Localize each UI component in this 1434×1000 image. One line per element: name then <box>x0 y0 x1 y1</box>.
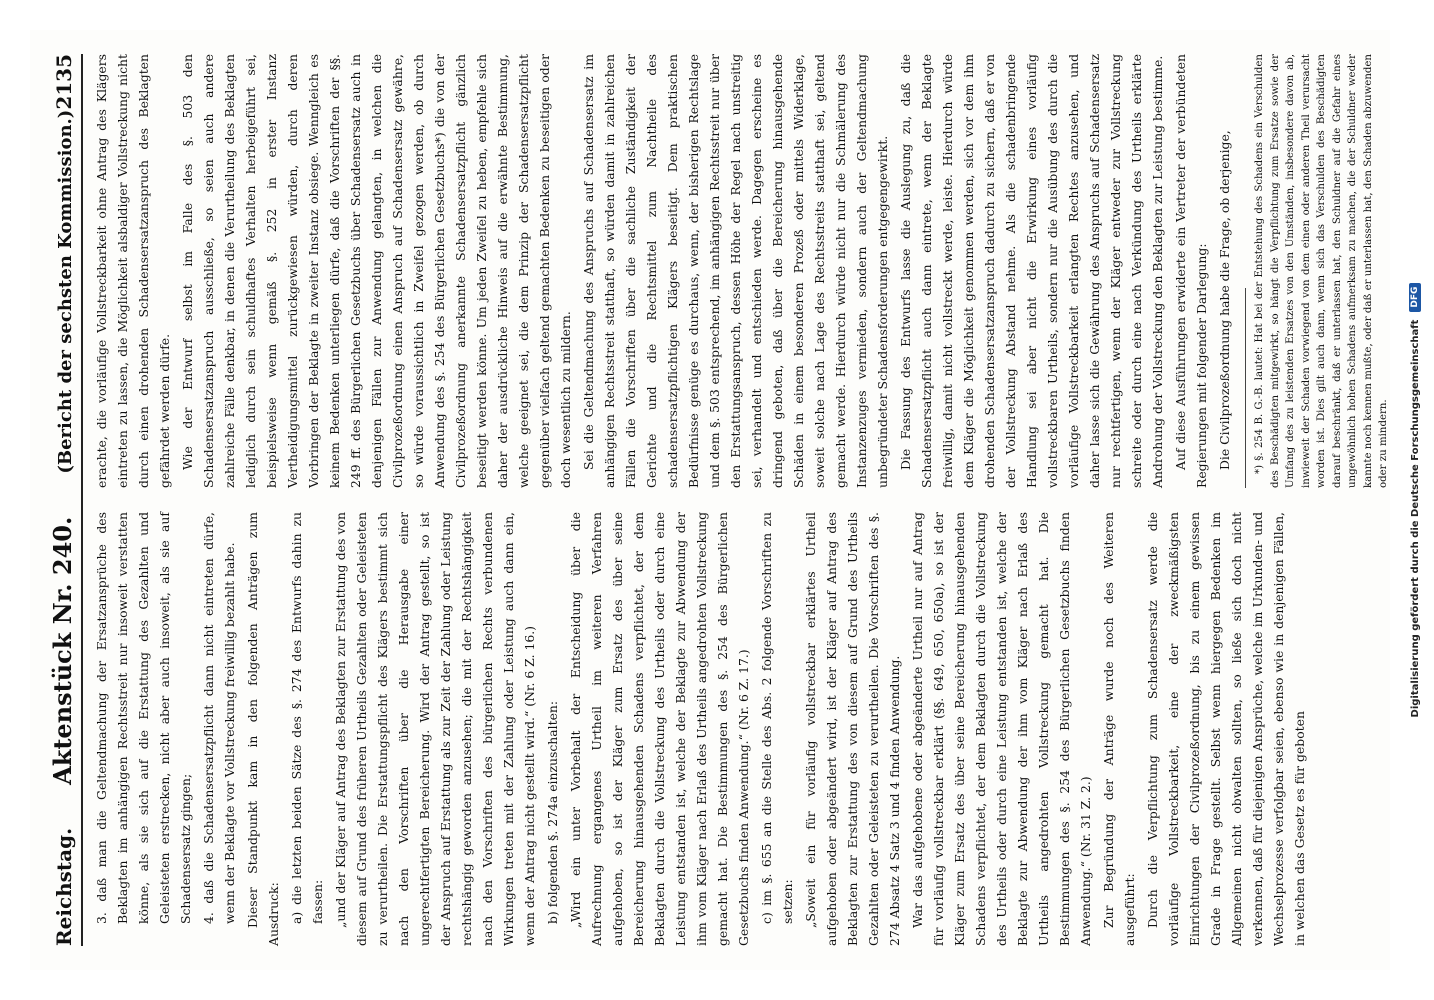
paragraph: Auf diese Ausführungen erwiderte ein Vertreter der verbündeten Regierungen mit folgender Darlegung: <box>1173 54 1209 488</box>
paragraph: „und der Kläger auf Antrag des Beklagten zur Erstattung des von diesem auf Grund des früheren Urtheils Gezahlten oder Geleisteten zu verurtheilen. Die Erstattungspflicht des Klägers bestimmt sich nach den Vorschriften über die Herausgabe einer ungerechtfertigten Bereicherung. Wird der Antrag gestellt, so ist der Anspruch auf Erstattung als zur Zeit der Zahlung oder Leistung rechtshängig geworden anzusehen; die mit der Rechtshängigkeit nach den Vorschriften des bürgerlichen Rechts verbundenen Wirkungen treten mit der Zahlung oder Leistung auch dann ein, wenn der Antrag nicht gestellt wird.“ (Nr. 6 Z. 16.) <box>333 512 537 946</box>
paragraph: c) im §. 655 an die Stelle des Abs. 2 folgende Vorschriften zu setzen: <box>759 512 795 924</box>
header-document-number: Aktenstück Nr. 240. <box>48 516 77 785</box>
paragraph: 3. daß man die Geltendmachung der Ersatzansprüche des Beklagten im anhängigen Rechtsstreit nur insoweit verstatten könne, als sie sich auf die Erstattung des Gezahlten und Geleisteten erstrecken, nicht aber auch insoweit, als sie auf Schadensersatz gingen; <box>94 512 193 924</box>
paragraph: Durch die Verpflichtung zum Schadensersatz werde die vorläufige Vollstreckbarkeit, eine der zweckmäßigsten Einrichtungen der Civilprozeßordnung, bis zu einem gewissen Grade in Frage gestellt. Selbst wenn hiergegen Bedenken im Allgemeinen nicht obwalten sollten, so ließe sich doch nicht verkennen, daß für diejenigen Ansprüche, welche im Urkunden- und Wechselprozesse verfolgbar seien, ebenso wie in denjenigen Fällen, in welchen das Gesetz es für geboten <box>1145 512 1307 946</box>
paragraph: Die Fassung des Entwurfs lasse die Auslegung zu, daß die Schadensersatzpflicht auch dann eintrete, wenn der Beklagte freiwillig, damit nicht vollstreckt werde, leiste. Hierdurch würde dem Kläger die Möglichkeit genommen werden, sich vor dem ihm drohenden Schadensersatzanspruch dadurch zu sichern, daß er von der Vollstreckung Abstand nehme. Als die schadenbringende Handlung sei aber nicht die Erwirkung eines vorläufig vollstreckbaren Urtheils, sondern nur die Ausübung des durch die vorläufige Vollstreckbarkeit erlangten Rechtes anzusehen, und daher lasse sich die Gewährung des Anspruchs auf Schadensersatz nur rechtfertigen, wenn der Kläger entweder zur Vollstreckung schreite oder durch eine nach Verkündung des Urtheils erklärte Androhung der Vollstreckung den Beklagten zur Leistung bestimme. <box>898 54 1165 488</box>
header-left: Reichstag. <box>52 827 76 946</box>
footnote: *) §. 254 B. G.-B. lautet: Hat bei der Entstehung des Schadens ein Verschulden des Beschädigten mitgewirkt, so hängt die Verpflichtung zum Ersatze sowie der Umfang des zu leistenden Ersatzes von den Umständen, insbesondere davon ab, inwieweit der Schaden vorwiegend von dem einen oder anderen Theil verursacht worden ist. Dies gilt auch dann, wenn sich das Verschulden des Beschädigten darauf beschränkt, daß er unterlassen hat, den Schuldner auf die Gefahr eines ungewöhnlich hohen Schadens aufmerksam zu machen, die der Schuldner weder kannte noch kennen mußte, oder daß er unterlassen hat, den Schaden abzuwenden oder zu mindern. <box>1254 54 1389 488</box>
header-commission: (Bericht der sechsten Kommission.) <box>55 109 76 474</box>
left-column <box>91 512 1361 946</box>
footnote-rule <box>1245 288 1246 488</box>
dfg-logo: DFG <box>1409 283 1421 312</box>
paragraph: „Soweit ein für vorläufig vollstreckbar erklärtes Urtheil aufgehoben oder abgeändert wird, ist der Kläger auf Antrag des Beklagten zur Erstattung des von diesem auf Grund des Urtheils Gezahlten oder Geleisteten zu verurtheilen. Die Vorschriften des §. 274 Absatz 4 Satz 3 und 4 finden Anwendung. <box>803 512 902 946</box>
paragraph: erachte, die vorläufige Vollstreckbarkeit ohne Antrag des Klägers eintreten zu lassen, die Möglichkeit alsbaldiger Vollstreckung nicht durch einen drohenden Schadensersatzanspruch des Beklagten gefährdet werden dürfe. <box>94 54 172 488</box>
paragraph: Zur Begründung der Anträge wurde noch des Weiteren ausgeführt: <box>1101 512 1137 946</box>
paragraph: Die Civilprozeßordnung habe die Frage, ob derjenige, <box>1217 130 1232 470</box>
rotated-page-content <box>30 30 1390 970</box>
paragraph: War das aufgehobene oder abgeänderte Urtheil nur auf Antrag für vorläufig vollstreckbar erklärt (§§. 649, 650, 650a), so ist der Kläger zum Ersatz des über seine Bereicherung hinausgehenden Schadens verpflichtet, der dem Beklagten durch die Vollstreckung des Urtheils oder durch eine Leistung entstanden ist, welche der Beklagte zur Abwendung der ihm vom Kläger nach Erlaß des Urtheils angedrohten Vollstreckung gemacht hat. Die Bestimmungen des §. 254 des Bürgerlichen Gesetzbuchs finden Anwendung.“ (Nr. 31 Z. 2.) <box>910 512 1093 946</box>
right-column-body <box>91 54 1235 488</box>
paragraph: Wie der Entwurf selbst im Falle des §. 503 den Schadensersatzanspruch ausschließe, so seien auch andere zahlreiche Fälle denkbar, in denen die Verurtheilung des Beklagten lediglich durch sein schuldhaftes Verhalten herbeigeführt sei, beispielsweise wenn gemäß §. 252 in erster Instanz Vertheidigungsmittel zurückgewiesen würden, durch deren Vorbringen der Beklagte in zweiter Instanz obsiege. Wenngleich es keinem Bedenken unterliegen dürfe, daß die Vorschriften der §§. 249 ff. des Bürgerlichen Gesetzbuchs über Schadensersatz auch in denjenigen Fällen zur Anwendung gelangten, in welchen die Civilprozeßordnung einen Anspruch auf Schadensersatz gewähre, so würde voraussichtlich in Zweifel gezogen werden, ob durch Anwendung des §. 254 des Bürgerlichen Gesetzbuchs*) die von der Civilprozeßordnung anerkannte Schadensersatzpflicht gänzlich beseitigt werden könne. Um jeden Zweifel zu heben, empfehle sich daher der ausdrückliche Hinweis auf die erwähnte Bestimmung, welche geeignet sei, die dem Prinzip der Schadensersatzpflicht gegenüber vielfach geltend gemachten Bedenken zu beseitigen oder doch wesentlich zu mildern. <box>180 54 573 488</box>
digitization-note <box>1402 10 1428 990</box>
paragraph: Dieser Standpunkt kam in den folgenden Anträgen zum Ausdruck: <box>245 512 281 946</box>
page-header <box>48 54 83 946</box>
page-number: 2135 <box>52 54 76 110</box>
paragraph: b) folgenden §. 274a einzuschalten: <box>545 700 560 924</box>
paragraph: „Wird ein unter Vorbehalt der Entscheidung über die Aufrechnung ergangenes Urtheil im weiteren Verfahren aufgehoben, so ist der Kläger zum Ersatz des über seine Bereicherung hinausgehenden Schadens verpflichtet, der dem Beklagten durch die Vollstreckung des Urtheils oder durch eine Leistung entstanden ist, welche der Beklagte zur Abwendung der ihm vom Kläger nach Erlaß des Urtheils angedrohten Vollstreckung gemacht hat. Die Bestimmungen des §. 254 des Bürgerlichen Gesetzbuchs finden Anwendung.“ (Nr. 6 Z. 17.) <box>568 512 751 946</box>
right-column <box>91 54 1389 488</box>
paragraph: Sei die Geltendmachung des Anspruchs auf Schadensersatz im anhängigen Rechtsstreit statthaft, so würden damit in zahlreichen Fällen die Vorschriften über die sachliche Zuständigkeit der Gerichte und die Rechtsmittel zum Nachtheile des schadensersatzpflichtigen Klägers beseitigt. Dem praktischen Bedürfnisse genüge es durchaus, wenn, der bisherigen Rechtslage und dem §. 503 entsprechend, im anhängigen Rechtsstreit nur über den Erstattungsanspruch, dessen Höhe der Regel nach unstreitig sei, verhandelt und entschieden werde. Dagegen erscheine es dringend geboten, daß über die Bereicherung hinausgehende Schäden in einem besonderen Prozeß oder mittels Widerklage, soweit solche nach Lage des Rechtsstreits statthaft sei, geltend gemacht werde. Hierdurch würde nicht nur die Schmälerung des Instanzenzuges vermieden, sondern auch der Geltendmachung unbegründeter Schadensforderungen entgegengewirkt. <box>581 54 890 488</box>
text-columns <box>91 54 1389 946</box>
digitization-sidebar <box>1402 0 1428 1000</box>
paragraph: 4. daß die Schadensersatzpflicht dann nicht eintreten dürfe, wenn der Beklagte vor Vollstreckung freiwillig bezahlt habe. <box>201 512 237 924</box>
paragraph: a) die letzten beiden Sätze des §. 274 des Entwurfs dahin zu fassen: <box>289 512 325 924</box>
document-page <box>30 30 1390 970</box>
digitization-text: Digitalisierung gefördert durch die Deutsche Forschungsgemeinschaft <box>1409 319 1421 718</box>
